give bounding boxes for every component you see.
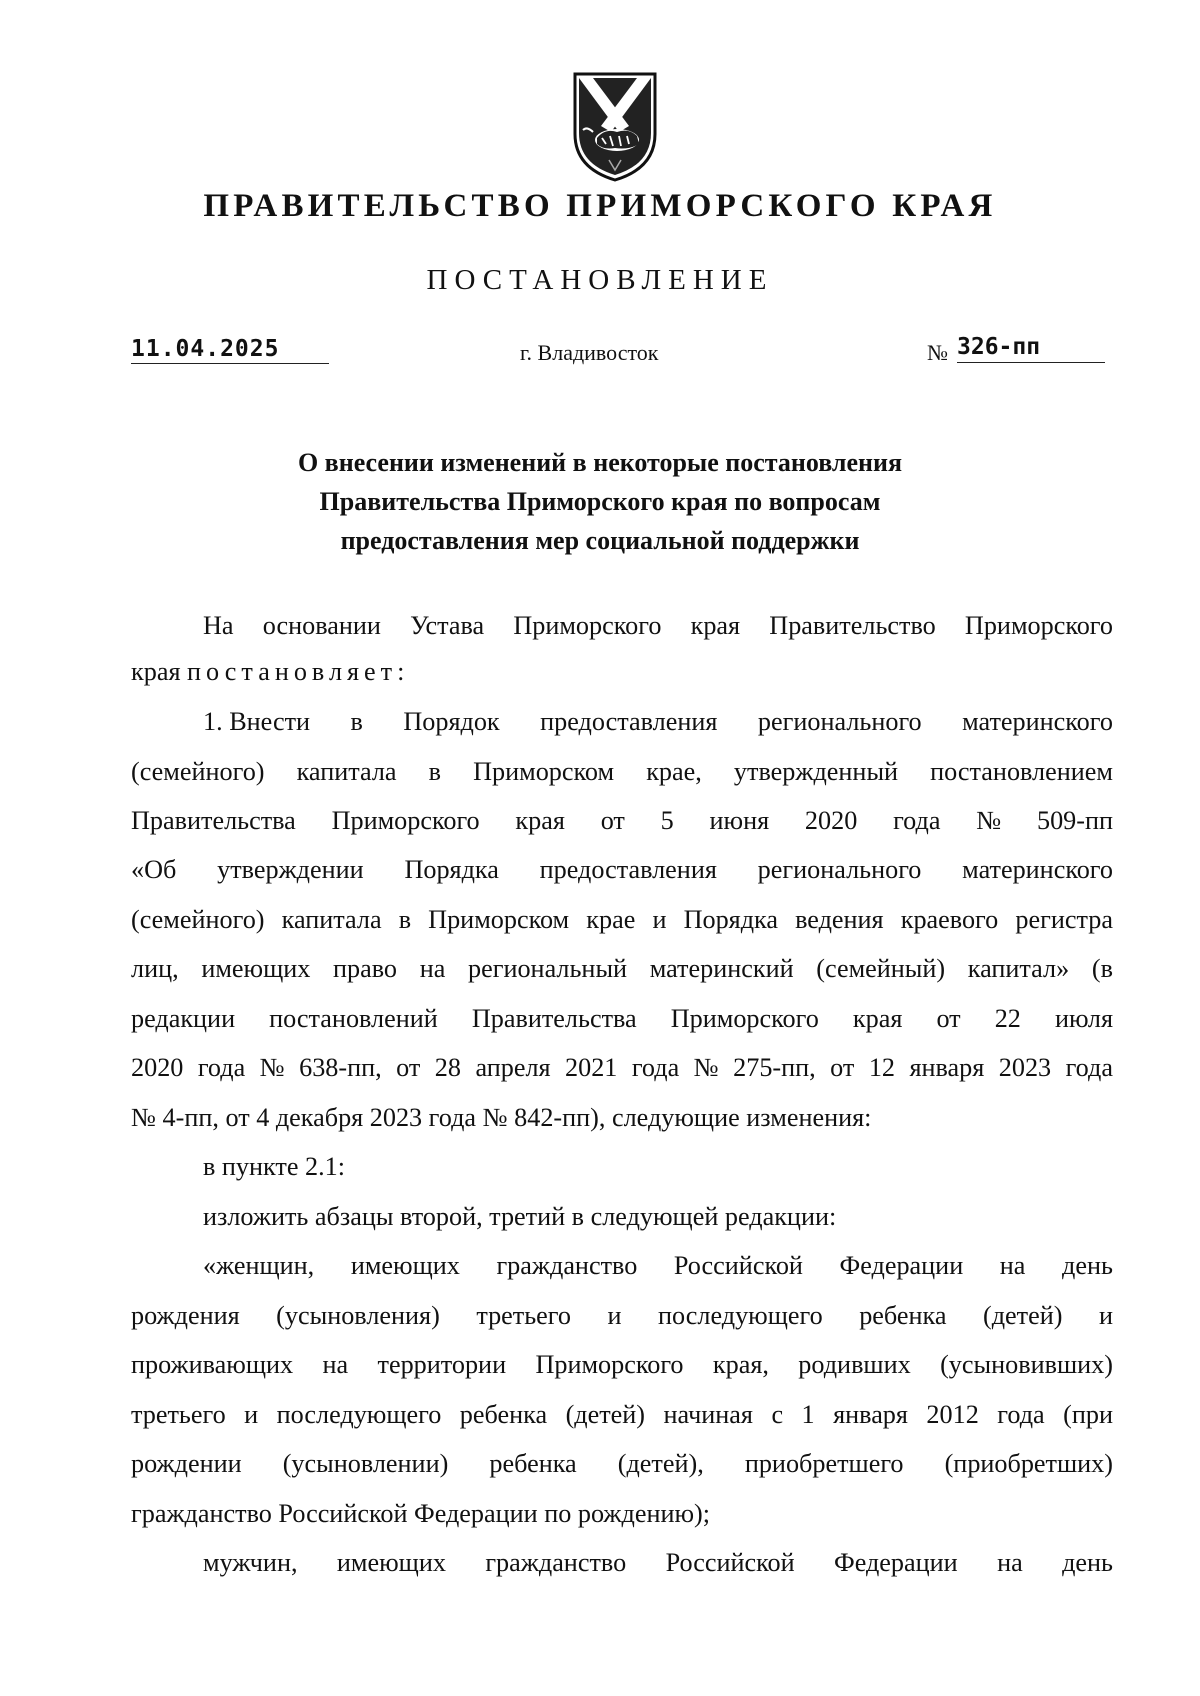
word: основании: [262, 611, 381, 640]
word: от: [936, 1004, 961, 1033]
word: предоставления: [539, 855, 717, 884]
body-line: [203, 611, 1113, 641]
word: капитала: [296, 757, 397, 786]
body-line: [131, 1400, 1113, 1430]
body-line: [203, 1548, 1113, 1578]
word: №: [976, 806, 1002, 835]
word: ребенка: [489, 1449, 577, 1478]
word: приобретшего: [744, 1449, 904, 1478]
document-number: 326-пп: [957, 334, 1105, 363]
word: края: [515, 806, 565, 835]
word: Порядка: [683, 905, 778, 934]
word: года: [631, 1053, 680, 1082]
word: (в: [1091, 954, 1113, 983]
word: последующего: [658, 1301, 823, 1330]
word: день: [1062, 1548, 1113, 1577]
word: утверждении: [217, 855, 364, 884]
title-line: О внесении изменений в некоторые постановления: [297, 448, 903, 477]
word: года: [893, 806, 941, 835]
word: 2012: [926, 1400, 979, 1429]
word: (усыновивших): [940, 1350, 1113, 1379]
word: (детей): [983, 1301, 1063, 1330]
word: территории: [377, 1350, 507, 1379]
word: Правительство: [769, 611, 936, 640]
word: и: [652, 905, 667, 934]
body-line: гражданство Российской Федерации по рождению);: [131, 1499, 711, 1528]
title-line: предоставления мер социальной поддержки: [340, 526, 860, 555]
word: Порядка: [404, 855, 499, 884]
word: капитал»: [967, 954, 1070, 983]
word: 2020: [131, 1053, 184, 1082]
word: края: [690, 611, 741, 640]
word: Приморского: [513, 611, 662, 640]
body-line: в пункте 2.1:: [203, 1152, 346, 1181]
body-line: [131, 1053, 1113, 1083]
body-line: [131, 1301, 1113, 1331]
word: Приморском: [473, 757, 615, 786]
word: (усыновления): [276, 1301, 440, 1330]
word: ребенка: [859, 1301, 947, 1330]
word: редакции: [131, 1004, 236, 1033]
word: рождения: [131, 1301, 240, 1330]
word: с: [771, 1400, 784, 1429]
body-line: [131, 954, 1113, 984]
word: 1: [801, 1400, 815, 1429]
word: постановлений: [269, 1004, 438, 1033]
word: предоставления: [540, 707, 718, 736]
word: Российской: [665, 1548, 795, 1577]
word: Устава: [410, 611, 485, 640]
word: на: [419, 954, 446, 983]
word: и: [244, 1400, 259, 1429]
word: материнского: [962, 707, 1113, 736]
word: крае,: [646, 757, 702, 786]
word: На: [203, 611, 234, 640]
body-line: [131, 855, 1113, 885]
body-line: [131, 905, 1113, 935]
word: 638-пп,: [299, 1053, 382, 1082]
word: в: [350, 707, 363, 736]
word: Приморского: [331, 806, 480, 835]
word: Приморском: [428, 905, 570, 934]
word: года: [197, 1053, 246, 1082]
word: проживающих: [131, 1350, 294, 1379]
word: и: [1098, 1301, 1113, 1330]
word: «женщин,: [203, 1251, 315, 1280]
word: «Об: [131, 855, 177, 884]
word: года: [1065, 1053, 1113, 1082]
body-line: [131, 806, 1113, 836]
word: Приморского: [535, 1350, 684, 1379]
word: Правительства: [471, 1004, 637, 1033]
body-line: [203, 1251, 1113, 1281]
word: материнский: [649, 954, 794, 983]
word: 28: [434, 1053, 461, 1082]
word: регионального: [757, 707, 922, 736]
word: родивших: [798, 1350, 911, 1379]
word: рождении: [131, 1449, 242, 1478]
word: (приобретших): [944, 1449, 1113, 1478]
word: крае: [586, 905, 636, 934]
word: 2021: [565, 1053, 618, 1082]
word: регионального: [757, 855, 922, 884]
word: края: [852, 1004, 903, 1033]
word: июля: [1054, 1004, 1113, 1033]
word: региональный: [467, 954, 628, 983]
word: гражданство: [496, 1251, 638, 1280]
word: на: [999, 1251, 1026, 1280]
body-text: :: [397, 657, 405, 686]
word: в: [398, 905, 412, 934]
word: начиная: [663, 1400, 753, 1429]
word: последующего: [276, 1400, 442, 1429]
word: в: [428, 757, 442, 786]
coat-of-arms-emblem: [569, 70, 661, 182]
word: января: [833, 1400, 908, 1429]
word: 22: [994, 1004, 1021, 1033]
word: постановлением: [930, 757, 1113, 786]
body-line: [131, 1350, 1113, 1380]
word: мужчин,: [203, 1548, 298, 1577]
word: гражданство: [485, 1548, 627, 1577]
body-text: края: [131, 657, 188, 686]
organization-name: ПРАВИТЕЛЬСТВО ПРИМОРСКОГО КРАЯ: [203, 188, 997, 224]
word: регистра: [1015, 905, 1113, 934]
word: (семейный): [816, 954, 946, 983]
word: от: [600, 806, 625, 835]
body-line: [131, 1004, 1113, 1034]
word: третьего: [131, 1400, 226, 1429]
word: утвержденный: [733, 757, 899, 786]
word: день: [1062, 1251, 1113, 1280]
body-line: изложить абзацы второй, третий в следующей редакции:: [203, 1202, 837, 1231]
word: от: [396, 1053, 421, 1082]
word: ребенка: [459, 1400, 548, 1429]
number-sign: №: [927, 340, 948, 365]
word: (семейного): [131, 757, 265, 786]
word: лиц,: [131, 954, 179, 983]
word: ведения: [795, 905, 884, 934]
body-line: № 4-пп, от 4 декабря 2023 года № 842-пп), следующие изменения:: [131, 1103, 872, 1132]
word: третьего: [476, 1301, 571, 1330]
document-title: [0, 443, 1200, 560]
word: капитала: [281, 905, 382, 934]
word: июня: [709, 806, 770, 835]
word: Федерации: [834, 1548, 958, 1577]
word: 275-пп,: [733, 1053, 816, 1082]
document-city: г. Владивосток: [520, 340, 659, 365]
word: №: [693, 1053, 719, 1082]
body-text-spaced: постановляет: [187, 657, 398, 686]
word: краевого: [900, 905, 999, 934]
word: года: [997, 1400, 1045, 1429]
word: (детей),: [617, 1449, 704, 1478]
body-line: [203, 707, 1113, 737]
body-line: [131, 1449, 1113, 1479]
document-type: ПОСТАНОВЛЕНИЕ: [426, 264, 774, 296]
word: 1. Внести: [203, 707, 311, 736]
title-line: Правительства Приморского края по вопросам: [319, 487, 881, 516]
word: Порядок: [403, 707, 500, 736]
word: Российской: [673, 1251, 803, 1280]
word: имеющих: [336, 1548, 446, 1577]
word: имеющих: [201, 954, 311, 983]
word: 12: [868, 1053, 895, 1082]
word: и: [607, 1301, 622, 1330]
word: января: [909, 1053, 985, 1082]
word: имеющих: [350, 1251, 460, 1280]
word: (семейного): [131, 905, 265, 934]
document-date: 11.04.2025: [131, 336, 329, 364]
body-line: [131, 757, 1113, 787]
word: право: [333, 954, 398, 983]
word: материнского: [962, 855, 1113, 884]
word: 509-пп: [1036, 806, 1113, 835]
body-line: [131, 657, 404, 687]
word: 2020: [804, 806, 858, 835]
word: №: [259, 1053, 285, 1082]
word: Приморского: [670, 1004, 819, 1033]
word: (усыновлении): [282, 1449, 449, 1478]
word: (детей): [565, 1400, 646, 1429]
word: апреля: [475, 1053, 551, 1082]
word: (при: [1063, 1400, 1113, 1429]
word: на: [997, 1548, 1023, 1577]
word: Федерации: [839, 1251, 964, 1280]
word: на: [322, 1350, 349, 1379]
word: 2023: [998, 1053, 1052, 1082]
word: Приморского: [964, 611, 1113, 640]
word: 5: [660, 806, 674, 835]
word: края,: [712, 1350, 769, 1379]
word: Правительства: [131, 806, 296, 835]
word: от: [830, 1053, 855, 1082]
